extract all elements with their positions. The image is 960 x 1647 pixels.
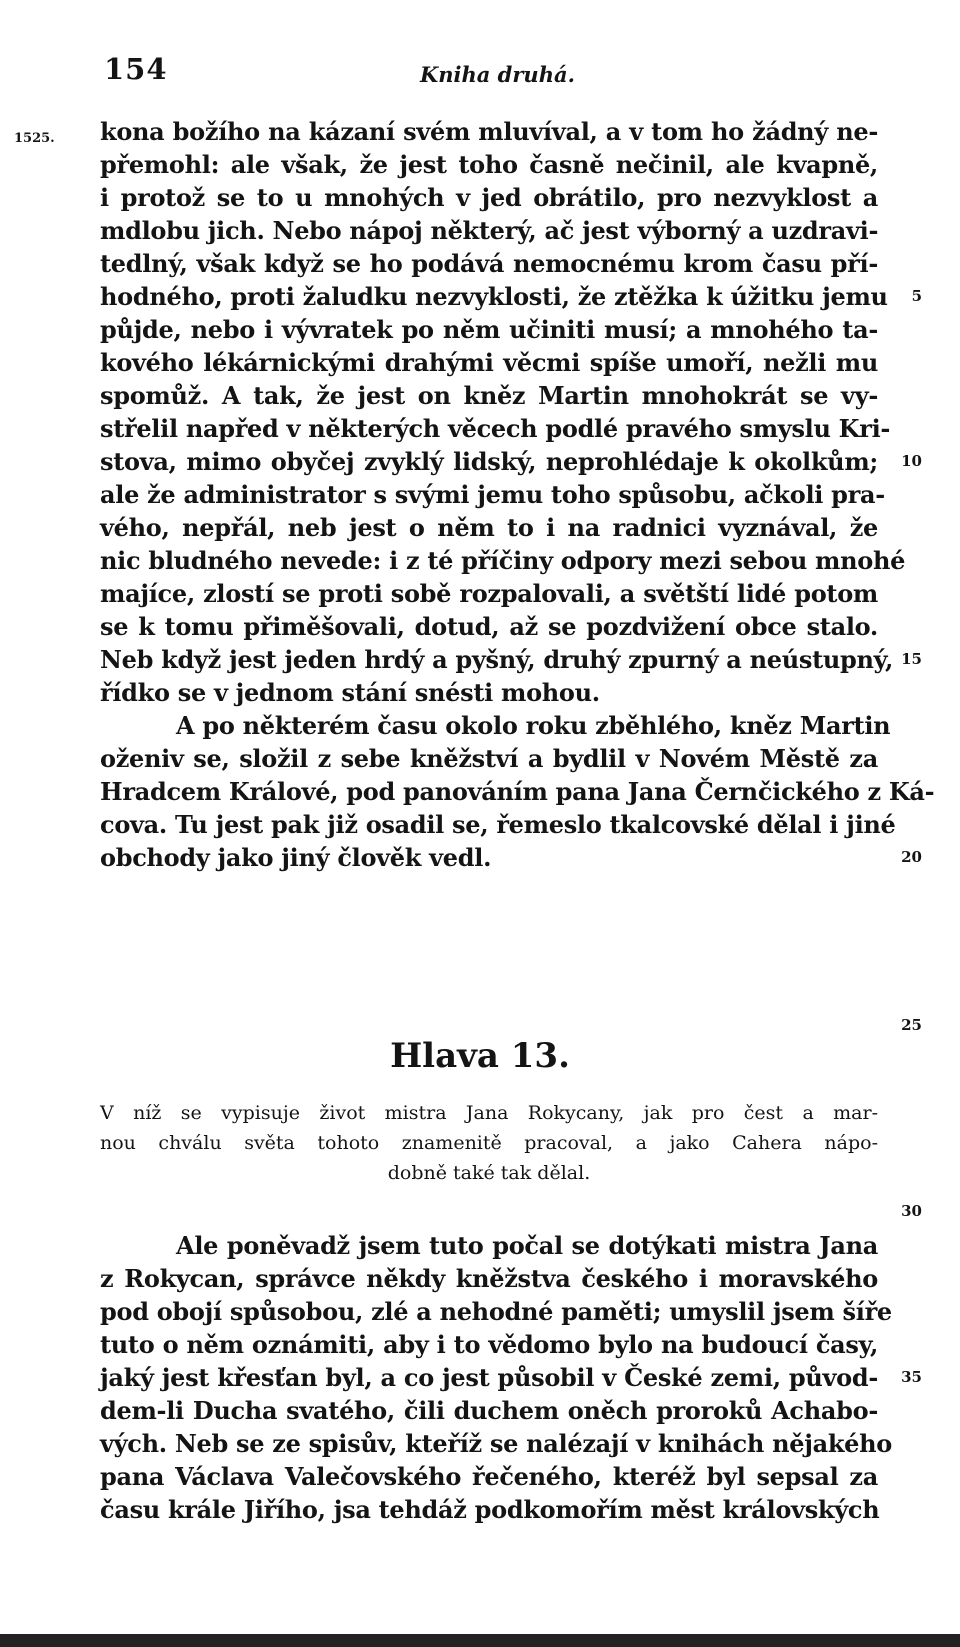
text-line: půjde, nebo i vývratek po něm učiniti musí; a mnohého ta-: [100, 315, 878, 344]
chapter-summary-line: dobně také tak dělal.: [387, 1162, 591, 1184]
margin-line-number: 20: [901, 848, 922, 866]
text-line: cova. Tu jest pak již osadil se, řemeslo tkalcovské dělal i jiné: [100, 810, 896, 839]
chapter-title: Hlava 13.: [390, 1036, 570, 1076]
text-line: kona božího na kázaní svém mluvíval, a v tom ho žádný ne-: [100, 117, 878, 146]
text-line: vého, nepřál, neb jest o něm to i na radnici vyznával, že: [100, 513, 878, 542]
text-line: střelil napřed v některých věcech podlé pravého smyslu Kri-: [100, 414, 891, 443]
text-line: mdlobu jich. Nebo nápoj některý, ač jest výborný a uzdravi-: [100, 216, 879, 245]
margin-line-number: 10: [901, 452, 922, 470]
text-line: Hradcem Králové, pod panováním pana Jana Černčického z Ká-: [100, 777, 935, 806]
text-line: spomůž. A tak, že jest on kněz Martin mnohokrát se vy-: [100, 381, 878, 410]
running-head: Kniha druhá.: [420, 62, 575, 87]
text-line: nic bludného nevede: i z té příčiny odpory mezi sebou mnohé: [100, 546, 906, 575]
text-line: A po některém času okolo roku zběhlého, kněz Martin: [176, 711, 891, 740]
text-line: se k tomu přiměšovali, dotud, až se pozdvižení obce stalo.: [100, 612, 878, 641]
margin-line-number: 35: [901, 1368, 922, 1386]
text-line: Neb když jest jeden hrdý a pyšný, druhý zpurný a neústupný,: [100, 645, 894, 674]
text-line: času krále Jiřího, jsa tehdáž podkomořím měst královských: [100, 1495, 880, 1524]
text-line: tedlný, však když se ho podává nemocnému krom času pří-: [100, 249, 878, 278]
margin-line-number: 15: [901, 650, 922, 668]
text-line: stova, mimo obyčej zvyklý lidský, neprohlédaje k okolkům;: [100, 447, 878, 476]
text-line: Ale poněvadž jsem tuto počal se dotýkati mistra Jana: [176, 1231, 878, 1260]
text-line: majíce, zlostí se proti sobě rozpalovali, a světští lidé potom: [100, 579, 878, 608]
text-line: jaký jest křesťan byl, a co jest působil v České zemi, původ-: [100, 1363, 878, 1392]
chapter-summary-line: nou chválu světa tohoto znamenitě pracoval, a jako Cahera nápo-: [100, 1132, 878, 1154]
text-line: oženiv se, složil z sebe kněžství a bydlil v Novém Městě za: [100, 744, 878, 773]
text-line: hodného, proti žaludku nezvyklosti, že ztěžka k úžitku jemu: [100, 282, 888, 311]
text-line: vých. Neb se ze spisův, kteříž se nalézají v knihách nějakého: [100, 1429, 892, 1458]
text-line: obchody jako jiný člověk vedl.: [100, 843, 492, 872]
text-line: ale že administrator s svými jemu toho spůsobu, ačkoli pra-: [100, 480, 885, 509]
margin-line-number: 5: [911, 287, 922, 305]
text-line: přemohl: ale však, že jest toho časně nečinil, ale kvapně,: [100, 150, 878, 179]
text-line: pana Václava Valečovského řečeného, kteréž byl sepsal za: [100, 1462, 878, 1491]
page-number: 154: [104, 52, 168, 86]
scan-bottom-edge: [0, 1634, 960, 1647]
year-margin-note: 1525.: [14, 131, 55, 146]
text-line: dem-li Ducha svatého, čili duchem oněch proroků Achabo-: [100, 1396, 878, 1425]
text-line: i protož se to u mnohých v jed obrátilo, pro nezvyklost a: [100, 183, 878, 212]
margin-line-number: 30: [901, 1202, 922, 1220]
margin-line-number: 25: [901, 1016, 922, 1034]
text-line: řídko se v jednom stání snésti mohou.: [100, 678, 600, 707]
text-line: z Rokycan, správce někdy kněžstva českého i moravského: [100, 1264, 878, 1293]
chapter-summary-line: V níž se vypisuje život mistra Jana Rokycany, jak pro čest a mar-: [100, 1102, 878, 1124]
text-line: tuto o něm oznámiti, aby i to vědomo bylo na budoucí časy,: [100, 1330, 878, 1359]
text-line: kového lékárnickými drahými věcmi spíše umoří, nežli mu: [100, 348, 878, 377]
text-line: pod obojí spůsobou, zlé a nehodné paměti; umyslil jsem šíře: [100, 1297, 892, 1326]
